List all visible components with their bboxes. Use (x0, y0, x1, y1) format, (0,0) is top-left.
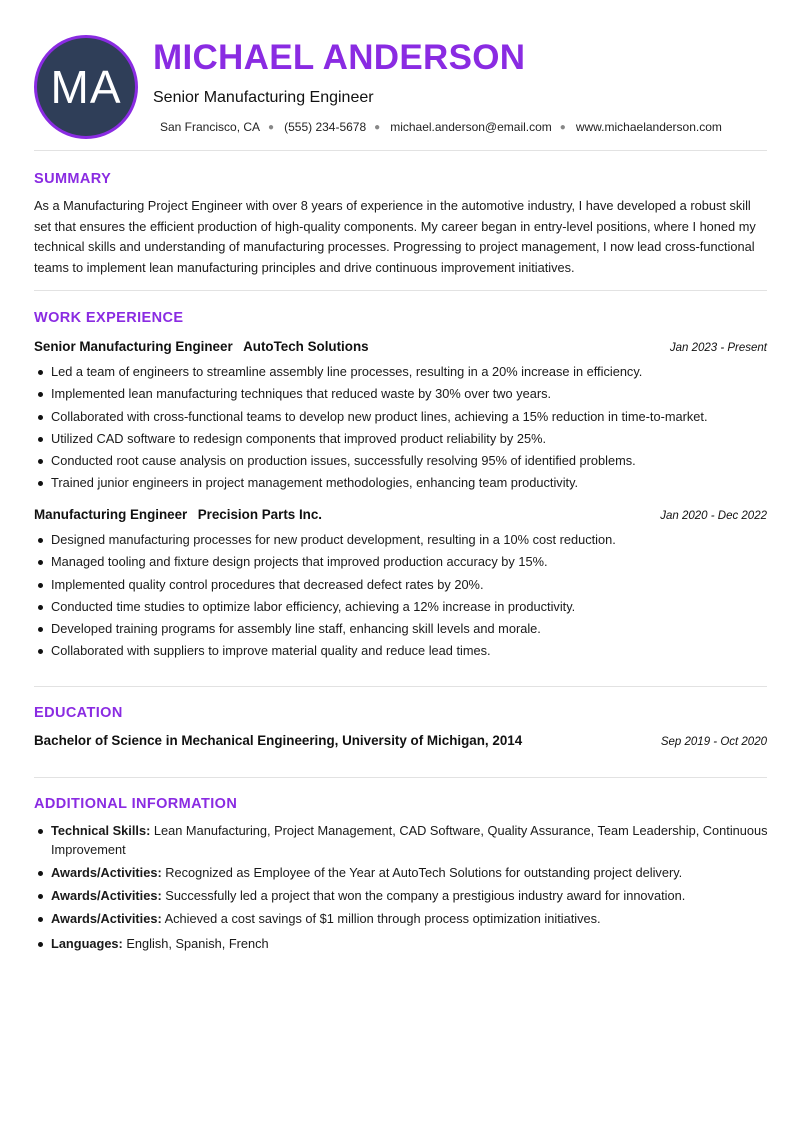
list-item: Trained junior engineers in project management methodologies, enhancing team productivity. (34, 472, 769, 494)
additional-list (34, 821, 769, 957)
job-bullet-list (34, 361, 769, 495)
contact-email[interactable]: michael.anderson@email.com (390, 120, 552, 134)
job-header (34, 506, 767, 524)
education-dates: Sep 2019 - Oct 2020 (660, 736, 767, 748)
job-role (34, 338, 369, 356)
list-item (34, 934, 769, 953)
item-label: Awards/Activities: (51, 888, 162, 903)
contact-location: San Francisco, CA (160, 120, 261, 134)
list-item (34, 821, 769, 859)
job-header (34, 338, 767, 356)
experience-heading: WORK EXPERIENCE (34, 310, 184, 326)
additional-heading: ADDITIONAL INFORMATION (34, 796, 238, 812)
education-heading: EDUCATION (34, 705, 123, 721)
job-title: Senior Manufacturing Engineer (34, 339, 233, 354)
section-divider (34, 290, 767, 291)
bullet-separator-icon: ● (374, 121, 381, 133)
job-role (34, 506, 322, 524)
list-item: Conducted root cause analysis on production issues, successfully resolving 95% of identified problems. (34, 450, 769, 472)
list-item: Implemented lean manufacturing techniques that reduced waste by 30% over two years. (34, 383, 769, 405)
list-item: Implemented quality control procedures that decreased defect rates by 20%. (34, 574, 769, 596)
contact-website[interactable]: www.michaelanderson.com (575, 120, 722, 134)
item-text: Successfully led a project that won the company a prestigious industry award for innovation. (165, 888, 686, 903)
list-item (34, 863, 769, 882)
avatar-initials: MA (34, 35, 138, 139)
item-text: Recognized as Employee of the Year at AutoTech Solutions for outstanding project delivery. (165, 865, 683, 880)
item-label: Awards/Activities: (51, 911, 162, 926)
list-item: Designed manufacturing processes for new product development, resulting in a 10% cost reduction. (34, 529, 769, 551)
bullet-separator-icon: ● (559, 121, 566, 133)
item-label: Languages: (51, 936, 123, 951)
item-label: Awards/Activities: (51, 865, 162, 880)
list-item: Utilized CAD software to redesign components that improved product reliability by 25%. (34, 428, 769, 450)
item-text: English, Spanish, French (126, 936, 269, 951)
list-item: Collaborated with cross-functional teams to develop new product lines, achieving a 15% reduction in time-to-market. (34, 406, 769, 428)
summary-text: As a Manufacturing Project Engineer with over 8 years of experience in the automotive industry, I have developed a robust skill set that ensures the efficient production of high-quality components. My career began in entry-level positions, where I honed my technical skills and understanding of manufacturing processes. Progressing to project management, I now lead cross-functional teams to implement lean manufacturing principles and drive continuous improvement initiatives. (34, 198, 756, 275)
list-item: Collaborated with suppliers to improve material quality and reduce lead times. (34, 640, 769, 662)
item-text: Achieved a cost savings of $1 million through process optimization initiatives. (164, 911, 601, 926)
item-text: Lean Manufacturing, Project Management, CAD Software, Quality Assurance, Team Leadership, Continuous Improvement (51, 823, 768, 857)
contact-line (160, 120, 722, 134)
summary-heading: SUMMARY (34, 171, 112, 187)
job-bullet-list (34, 529, 769, 663)
list-item: Developed training programs for assembly line staff, enhancing skill levels and morale. (34, 618, 769, 640)
list-item (34, 909, 769, 928)
job-dates: Jan 2020 - Dec 2022 (660, 510, 767, 522)
section-divider (34, 150, 767, 151)
education-entry (34, 733, 767, 748)
section-divider (34, 777, 767, 778)
item-label: Technical Skills: (51, 823, 151, 838)
contact-phone: (555) 234-5678 (284, 120, 367, 134)
list-item: Conducted time studies to optimize labor efficiency, achieving a 12% increase in productivity. (34, 596, 769, 618)
list-item: Led a team of engineers to streamline assembly line processes, resulting in a 20% increase in efficiency. (34, 361, 769, 383)
list-item: Managed tooling and fixture design projects that improved production accuracy by 15%. (34, 551, 769, 573)
education-degree: Bachelor of Science in Mechanical Engineering, University of Michigan, 2014 (34, 733, 523, 748)
list-item (34, 886, 769, 905)
section-divider (34, 686, 767, 687)
job-company: Precision Parts Inc. (197, 507, 323, 522)
job-company: AutoTech Solutions (243, 339, 369, 354)
job-dates: Jan 2023 - Present (669, 342, 767, 354)
bullet-separator-icon: ● (268, 121, 275, 133)
candidate-name: MICHAEL ANDERSON (153, 38, 526, 77)
candidate-title: Senior Manufacturing Engineer (153, 89, 374, 106)
job-title: Manufacturing Engineer (34, 507, 188, 522)
